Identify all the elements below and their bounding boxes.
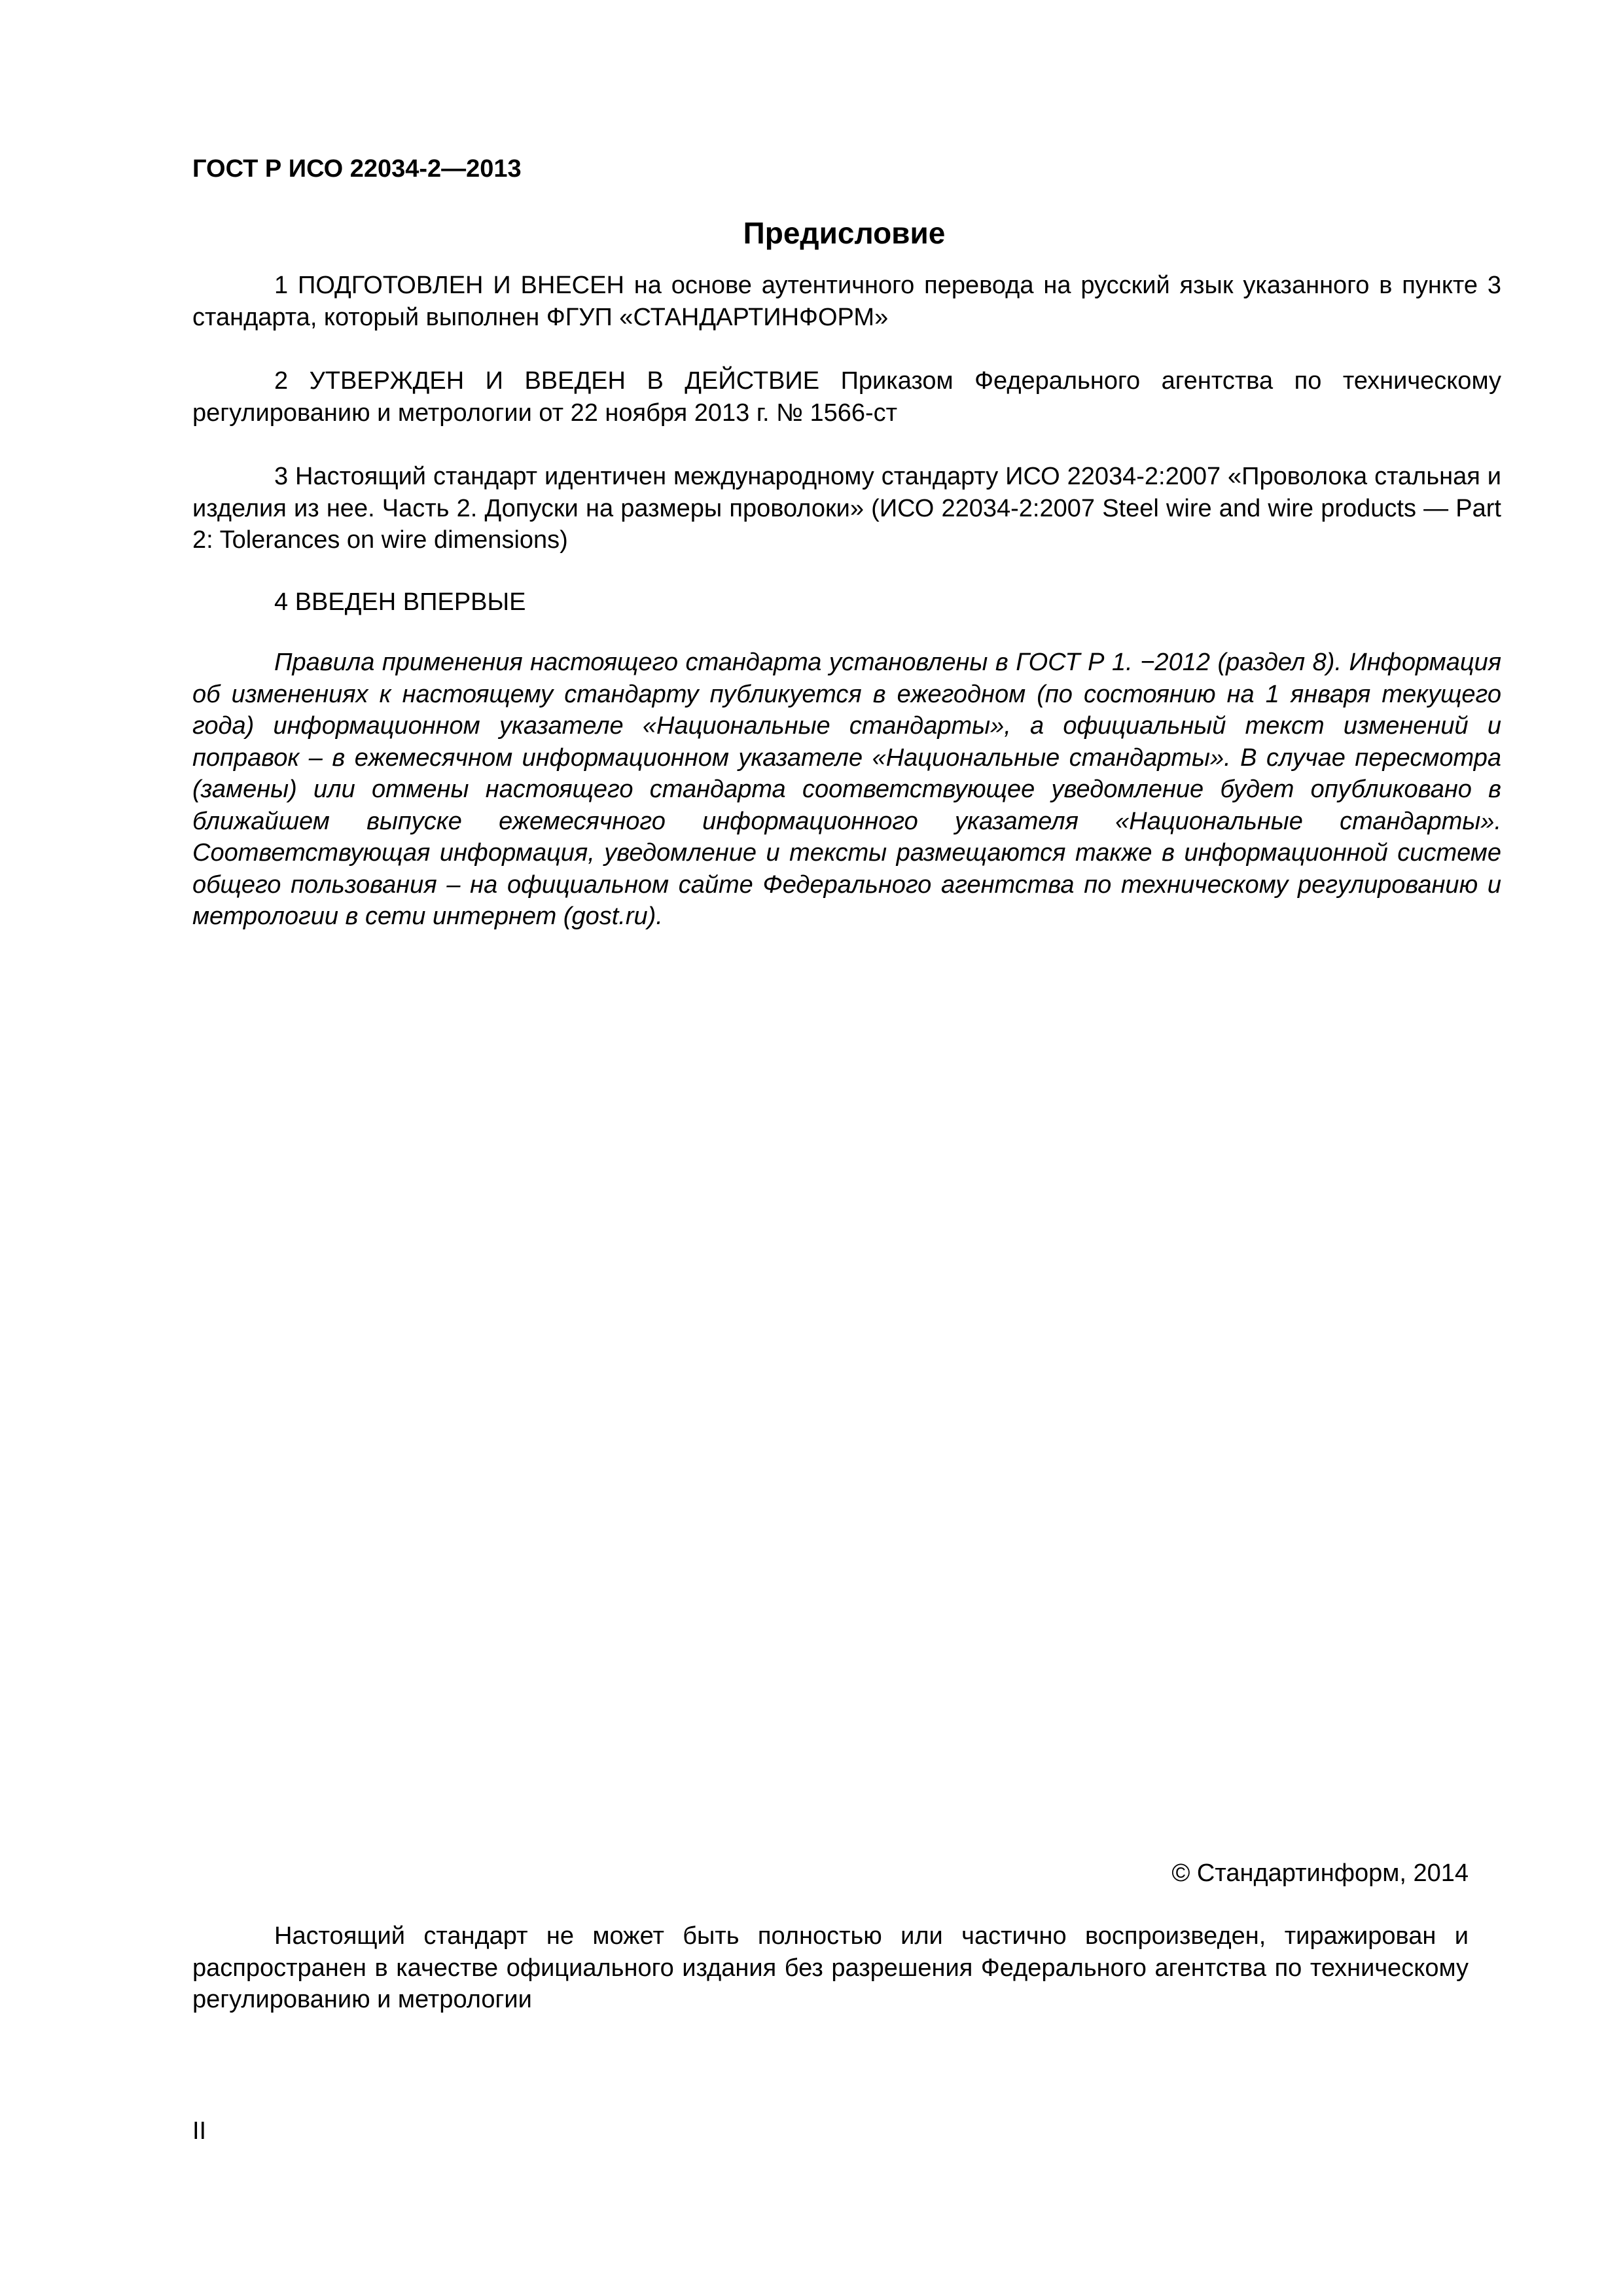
reproduction-notice: Настоящий стандарт не может быть полностью или частично воспроизведен, тиражирован и распространен в качестве официального издания без разрешения Федерального агентства по техническому регулированию и метрологии [192, 1922, 1469, 2013]
page-title: Предисловие [743, 216, 946, 250]
paragraph-approved: 2 УТВЕРЖДЕН И ВВЕДЕН В ДЕЙСТВИЕ Приказом Федерального агентства по техническому регулированию и метрологии от 22 ноября 2013 г. № 1566-ст [192, 367, 1501, 427]
paragraph-application-rules: Правила применения настоящего стандарта установлены в ГОСТ Р 1. −2012 (раздел 8). Информация об изменениях к настоящему стандарту публикуется в ежегодном (по состоянию на 1 января текущего года) информационном указателе «Национальные стандарты», а официальный текст изменений и поправок – в ежемесячном информационном указателе «Национальные стандарты». В случае пересмотра (замены) или отмены настоящего стандарта соответствующее уведомление будет опубликовано в ближайшем выпуске ежемесячного информационного указателя «Национальные стандарты». Соответствующая информация, уведомление и тексты размещаются также в информационной системе общего пользования – на официальном сайте Федерального агентства по техническому регулированию и метрологии в сети интернет (gost.ru). [192, 649, 1501, 930]
copyright-notice: © Стандартинформ, 2014 [1171, 1859, 1469, 1887]
paragraph-prepared: 1 ПОДГОТОВЛЕН И ВНЕСЕН на основе аутентичного перевода на русский язык указанного в пункте 3 стандарта, который выполнен ФГУП «СТАНДАРТИНФОРМ» [192, 272, 1501, 331]
paragraph-first-introduced: 4 ВВЕДЕН ВПЕРВЫЕ [274, 588, 526, 616]
paragraph-identical: 3 Настоящий стандарт идентичен международному стандарту ИСО 22034-2:2007 «Проволока стальная и изделия из нее. Часть 2. Допуски на размеры проволоки» (ИСО 22034-2:2007 Steel wire and wire products — Part 2: Tolerances on wire dimensions) [192, 463, 1501, 554]
page-number: II [192, 2117, 207, 2145]
document-code-header: ГОСТ Р ИСО 22034-2—2013 [192, 155, 522, 183]
